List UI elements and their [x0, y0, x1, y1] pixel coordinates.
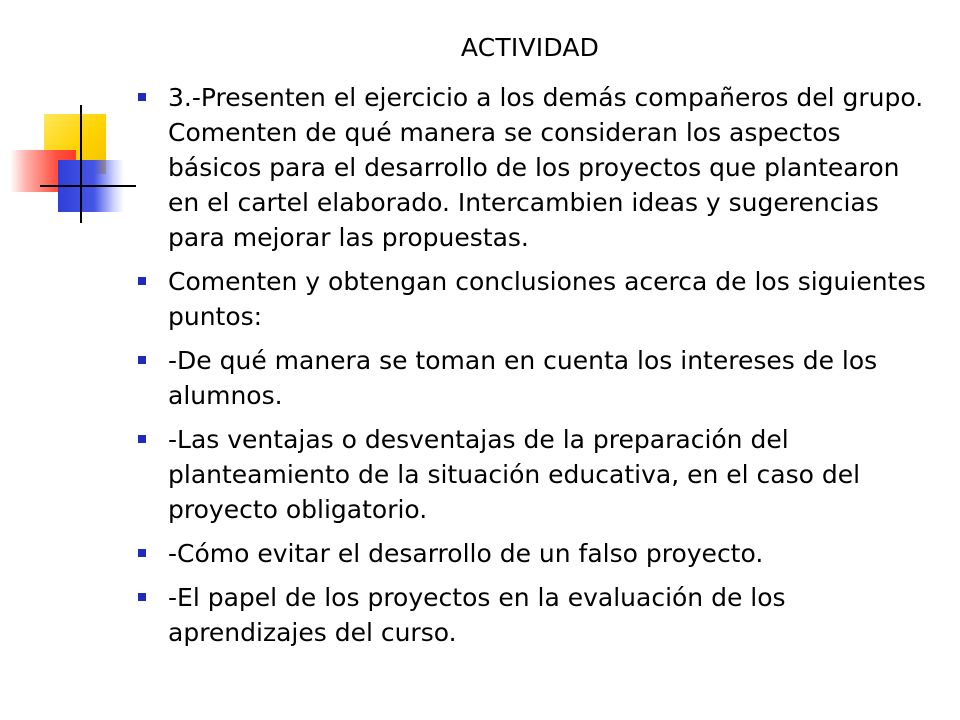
square-bullet-icon — [138, 277, 146, 285]
slide-body — [130, 80, 930, 659]
bullet-item — [130, 343, 930, 413]
square-bullet-icon — [138, 93, 146, 101]
square-bullet-icon — [138, 549, 146, 557]
square-bullet-icon — [138, 356, 146, 364]
horizontal-line — [40, 185, 136, 187]
bullet-item — [130, 422, 930, 527]
bullet-list — [130, 80, 930, 650]
bullet-item — [130, 536, 930, 571]
bullet-text: -Cómo evitar el desarrollo de un falso proyecto. — [168, 539, 764, 568]
bullet-item — [130, 80, 930, 255]
slide-title: ACTIVIDAD — [460, 33, 600, 62]
bullet-item — [130, 264, 930, 334]
bullet-text: 3.-Presenten el ejercicio a los demás compañeros del grupo. Comenten de qué manera se consideran los aspectos básicos para el desarrollo de los proyectos que plantearon en el cartel elaborado. Intercambien ideas y sugerencias para mejorar las propuestas. — [168, 83, 924, 252]
bullet-text: Comenten y obtengan conclusiones acerca de los siguientes puntos: — [168, 267, 926, 331]
vertical-line — [80, 105, 82, 223]
square-bullet-icon — [138, 593, 146, 601]
bullet-text: -De qué manera se toman en cuenta los intereses de los alumnos. — [168, 346, 878, 410]
bullet-item — [130, 580, 930, 650]
bullet-text: -Las ventajas o desventajas de la preparación del planteamiento de la situación educativa, en el caso del proyecto obligatorio. — [168, 425, 861, 524]
bullet-text: -El papel de los proyectos en la evaluación de los aprendizajes del curso. — [168, 583, 786, 647]
square-bullet-icon — [138, 435, 146, 443]
